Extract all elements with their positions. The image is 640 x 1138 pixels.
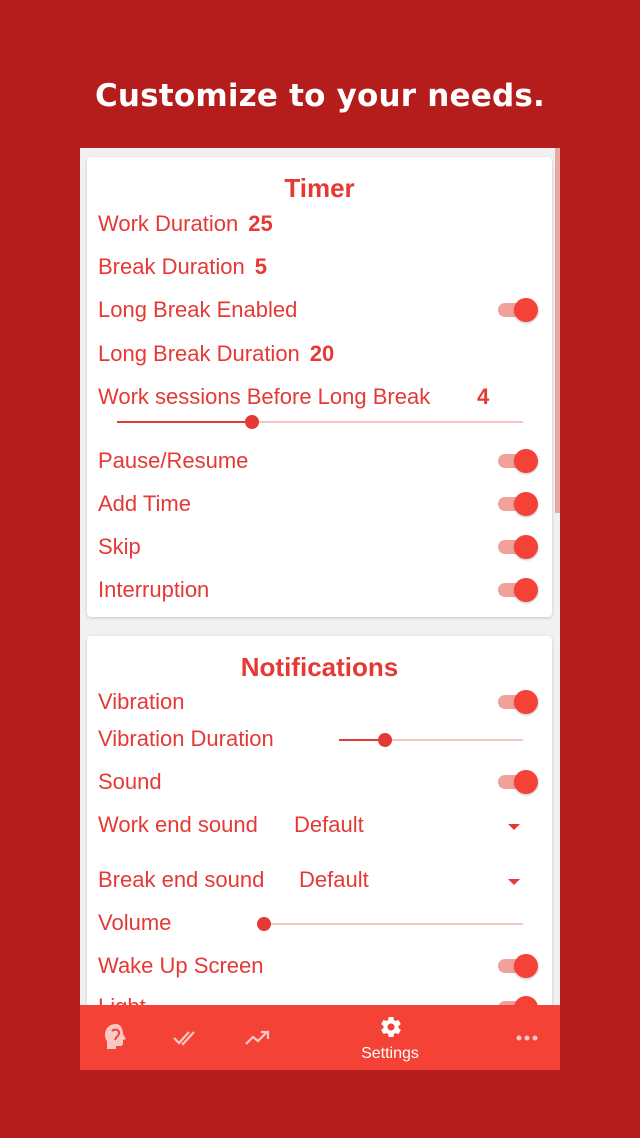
slider-thumb[interactable] [257, 917, 271, 931]
toggle-thumb [514, 449, 538, 473]
nav-item-statistics[interactable] [222, 1005, 294, 1070]
nav-item-history[interactable] [152, 1005, 222, 1070]
slider-thumb[interactable] [245, 415, 259, 429]
more-icon [516, 1035, 538, 1041]
dropdown-arrow-icon[interactable] [508, 879, 520, 885]
promo-headline: Customize to your needs. [94, 78, 546, 114]
sessions-slider[interactable] [117, 415, 523, 429]
break-duration-value: 5 [254, 254, 267, 279]
work-end-sound-label: Work end sound [98, 812, 258, 837]
sound-toggle[interactable] [498, 770, 536, 792]
interruption-label: Interruption [98, 577, 210, 602]
toggle-thumb [514, 578, 538, 602]
app-screen [80, 148, 560, 1070]
sessions-before-long-break-label: Work sessions Before Long Break [98, 384, 431, 409]
bottom-nav [80, 1005, 560, 1070]
slider-fill [117, 421, 252, 423]
skip-toggle[interactable] [498, 535, 536, 557]
add-time-toggle[interactable] [498, 492, 536, 514]
work-duration-row[interactable] [98, 211, 273, 237]
toggle-thumb [514, 770, 538, 794]
nav-item-progress[interactable] [80, 1005, 152, 1070]
toggle-thumb [514, 535, 538, 559]
pause-resume-toggle[interactable] [498, 449, 536, 471]
timer-card [87, 157, 552, 617]
volume-label: Volume [98, 910, 172, 935]
break-duration-label: Break Duration [98, 254, 245, 279]
vibration-duration-label: Vibration Duration [98, 726, 274, 751]
timer-title: Timer [284, 173, 355, 203]
slider-thumb[interactable] [378, 733, 392, 747]
head-icon [103, 1023, 129, 1051]
toggle-thumb [514, 492, 538, 516]
toggle-thumb [514, 298, 538, 322]
nav-item-settings[interactable] [340, 1005, 440, 1070]
sessions-before-long-break-value: 4 [477, 384, 490, 409]
double-check-icon [173, 1029, 201, 1047]
long-break-duration-value: 20 [309, 341, 335, 366]
vibration-label: Vibration [98, 689, 185, 714]
work-duration-label: Work Duration [98, 211, 239, 236]
notifications-title: Notifications [240, 652, 399, 682]
scrollbar[interactable] [555, 148, 560, 513]
break-end-sound-label: Break end sound [98, 867, 265, 892]
trending-up-icon [245, 1029, 271, 1047]
volume-slider[interactable] [264, 917, 523, 931]
wake-up-screen-toggle[interactable] [498, 954, 536, 976]
sound-label: Sound [98, 769, 162, 794]
work-duration-value: 25 [248, 211, 273, 236]
long-break-duration-row[interactable] [98, 341, 334, 367]
break-end-sound-select[interactable]: Default [299, 867, 369, 892]
pause-resume-label: Pause/Resume [98, 448, 249, 473]
dropdown-arrow-icon[interactable] [508, 824, 520, 830]
break-duration-row[interactable] [98, 254, 267, 280]
interruption-toggle[interactable] [498, 578, 536, 600]
nav-settings-label: Settings [361, 1045, 419, 1062]
slider-rail [264, 923, 523, 925]
vibration-toggle[interactable] [498, 690, 536, 712]
toggle-thumb [514, 954, 538, 978]
wake-up-screen-label: Wake Up Screen [98, 953, 264, 978]
long-break-duration-label: Long Break Duration [98, 341, 300, 366]
add-time-label: Add Time [98, 491, 191, 516]
nav-item-more[interactable] [494, 1005, 560, 1070]
vibration-duration-slider[interactable] [339, 733, 523, 747]
long-break-enabled-label: Long Break Enabled [98, 297, 298, 322]
toggle-thumb [514, 690, 538, 714]
skip-label: Skip [98, 534, 141, 559]
long-break-enabled-toggle[interactable] [498, 298, 536, 320]
gear-icon [379, 1015, 403, 1039]
work-end-sound-select[interactable]: Default [294, 812, 364, 837]
